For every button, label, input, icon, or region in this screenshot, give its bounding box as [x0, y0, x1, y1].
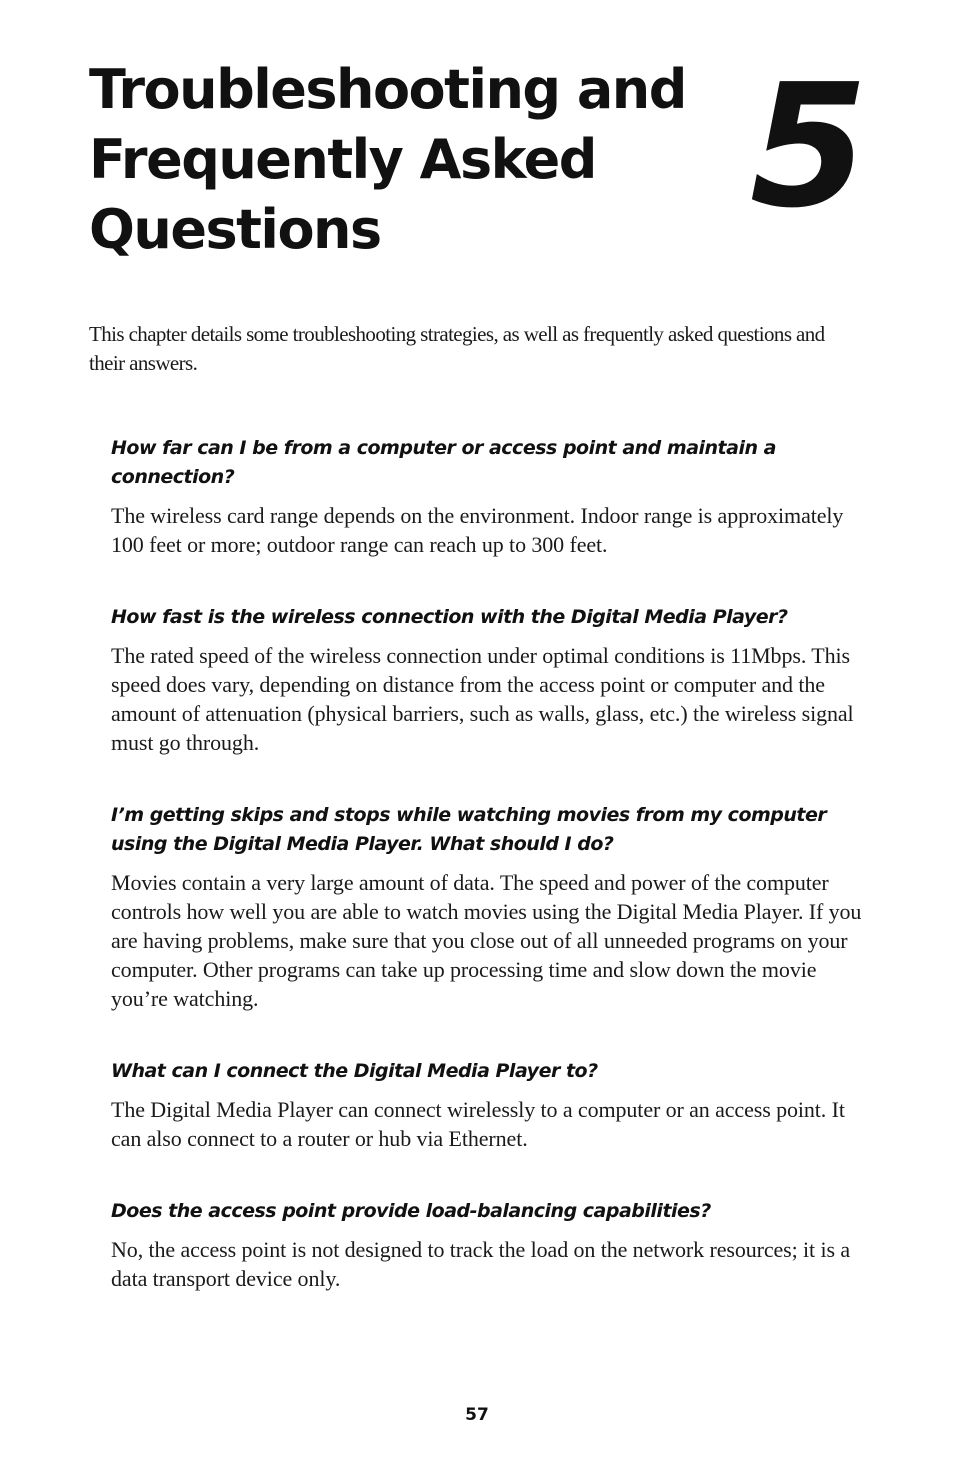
faq-question: I’m getting skips and stops while watching movies from my computer using the Digital Media Player. What should I do?: [111, 804, 827, 855]
chapter-intro: This chapter details some troubleshooting strategies, as well as frequently asked questions and their answers.: [89, 322, 825, 375]
faq-question: Does the access point provide load-balancing capabilities?: [111, 1200, 711, 1222]
faq-item: [111, 1057, 866, 1153]
faq-list: [111, 434, 866, 1337]
chapter-title-line: Frequently Asked: [89, 128, 596, 191]
faq-question: What can I connect the Digital Media Player to?: [111, 1060, 598, 1082]
faq-question: How fast is the wireless connection with the Digital Media Player?: [111, 606, 788, 628]
faq-item: [111, 434, 866, 559]
chapter-title: [89, 55, 729, 265]
faq-answer: The rated speed of the wireless connection under optimal conditions is 11Mbps. This speed does vary, depending on distance from the access point or computer and the amount of attenuation (physical barriers, such as walls, glass, etc.) the wireless signal must go through.: [111, 643, 854, 755]
faq-answer: The Digital Media Player can connect wirelessly to a computer or an access point. It can also connect to a router or hub via Ethernet.: [111, 1097, 845, 1151]
faq-item: [111, 801, 866, 1013]
chapter-title-line: Troubleshooting and: [89, 58, 686, 121]
faq-item: [111, 1197, 866, 1293]
faq-answer: The wireless card range depends on the environment. Indoor range is approximately 100 feet or more; outdoor range can reach up to 300 feet.: [111, 503, 844, 557]
faq-item: [111, 603, 866, 757]
faq-question: How far can I be from a computer or access point and maintain a connection?: [111, 437, 776, 488]
page-number: 57: [465, 1405, 489, 1425]
chapter-title-line: Questions: [89, 198, 381, 261]
chapter-number: 5: [749, 48, 862, 246]
faq-answer: Movies contain a very large amount of data. The speed and power of the computer controls how well you are able to watch movies using the Digital Media Player. If you are having problems, make sure that you close out of all unneeded programs on your computer. Other programs can take up processing time and slow down the movie you’re watching.: [111, 870, 862, 1011]
faq-answer: No, the access point is not designed to track the load on the network resources; it is a data transport device only.: [111, 1237, 851, 1291]
